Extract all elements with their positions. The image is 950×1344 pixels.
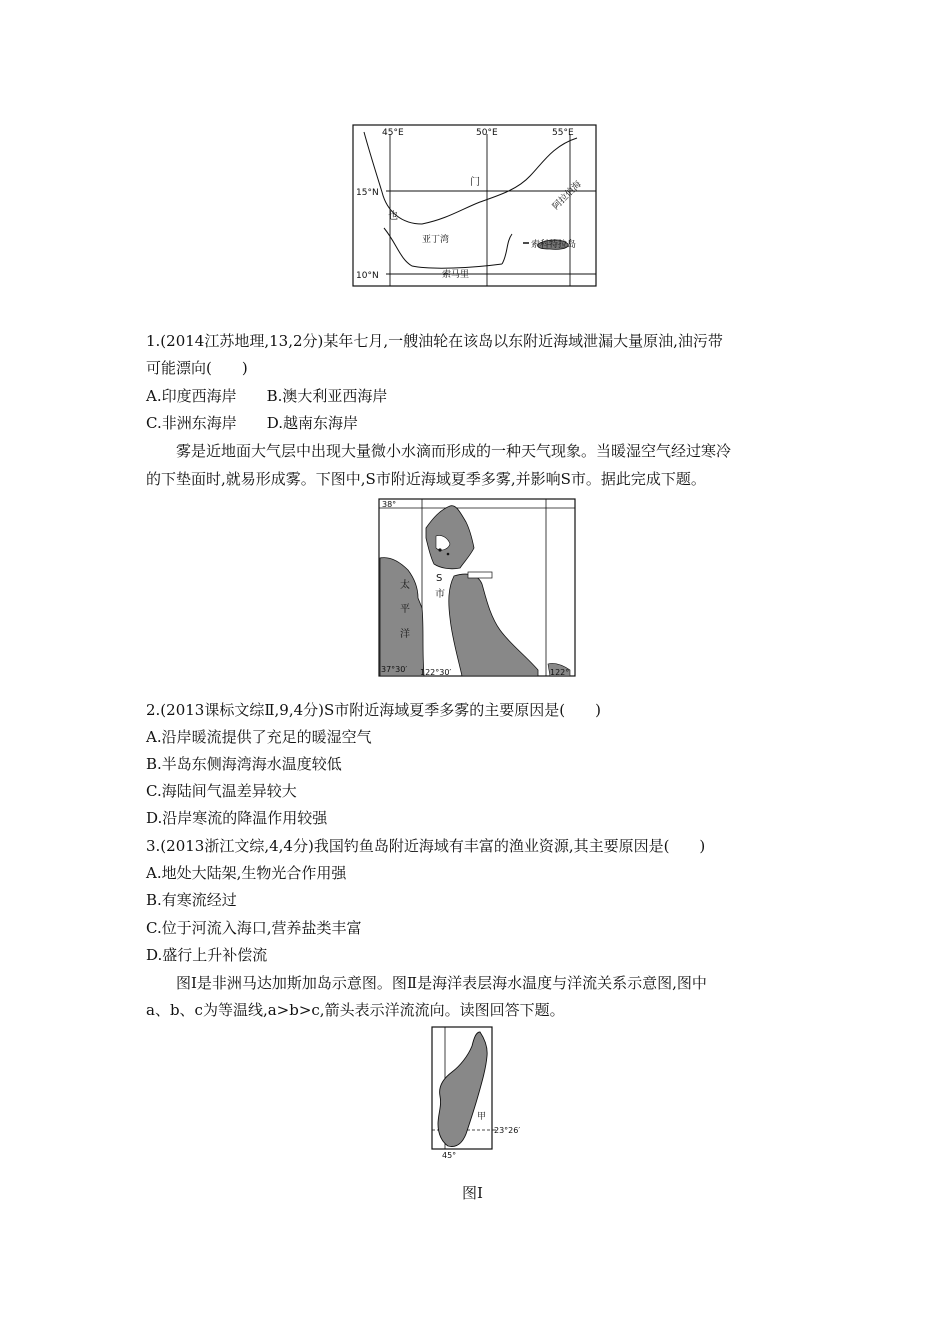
q1-stem-line2: 可能漂向( ) bbox=[146, 359, 248, 377]
q1-options-line2: C.非洲东海岸 D.越南东海岸 bbox=[146, 414, 358, 432]
map1-label-men: 门 bbox=[470, 177, 480, 188]
s-city-map bbox=[378, 498, 576, 678]
map1-lon-50: 50°E bbox=[476, 128, 498, 138]
passage1-line1: 雾是近地面大气层中出现大量微小水滴而形成的一种天气现象。当暖湿空气经过寒冷 bbox=[176, 442, 732, 460]
map2-lon-122: 122° bbox=[550, 668, 570, 677]
map1-label-ye: 也 bbox=[388, 211, 398, 222]
q2-option-b: B.半岛东侧海湾海水温度较低 bbox=[146, 755, 342, 773]
map3-lon-45: 45° bbox=[442, 1151, 457, 1160]
map2-lon-122-30: 122°30′ bbox=[420, 668, 452, 677]
passage2-line1: 图Ⅰ是非洲马达加斯加岛示意图。图Ⅱ是海洋表层海水温度与洋流关系示意图,图中 bbox=[176, 974, 707, 992]
passage2-line2: a、b、c为等温线,a>b>c,箭头表示洋流流向。读图回答下题。 bbox=[146, 1001, 565, 1019]
figure-caption: 图Ⅰ bbox=[462, 1184, 483, 1202]
q2-option-c: C.海陆间气温差异较大 bbox=[146, 782, 297, 800]
map3-label-jia: 甲 bbox=[477, 1112, 487, 1122]
q3-option-b: B.有寒流经过 bbox=[146, 891, 237, 909]
q3-option-a: A.地处大陆架,生物光合作用强 bbox=[146, 864, 347, 882]
map2-ocean-char-2: 平 bbox=[400, 604, 410, 615]
q1-options-line1: A.印度西海岸 B.澳大利亚西海岸 bbox=[146, 387, 388, 405]
map1-label-somalia: 索马里 bbox=[442, 270, 470, 280]
madagascar-map bbox=[424, 1026, 528, 1160]
map1-lon-45: 45°E bbox=[382, 128, 404, 138]
q3-option-d: D.盛行上升补偿流 bbox=[146, 946, 268, 964]
map1-label-gulf-of-aden: 亚丁湾 bbox=[422, 235, 450, 245]
map1-label-socotra: 索科特拉岛 bbox=[531, 240, 577, 250]
map2-ocean-char-3: 洋 bbox=[400, 629, 410, 640]
q3-option-c: C.位于河流入海口,营养盐类丰富 bbox=[146, 919, 362, 937]
q2-option-a: A.沿岸暖流提供了充足的暖湿空气 bbox=[146, 728, 372, 746]
map3-lat-tropic: 23°26′ bbox=[494, 1126, 521, 1135]
map2-lat-38: 38° bbox=[382, 500, 397, 509]
q2-option-d: D.沿岸寒流的降温作用较强 bbox=[146, 809, 328, 827]
map1-lat-10: 10°N bbox=[356, 271, 379, 281]
passage1-line2: 的下垫面时,就易形成雾。下图中,S市附近海域夏季多雾,并影响S市。据此完成下题。 bbox=[146, 470, 706, 488]
map2-ocean-char-1: 太 bbox=[400, 580, 410, 591]
map2-city-s: S bbox=[436, 573, 443, 584]
map1-lat-15: 15°N bbox=[356, 188, 379, 198]
q1-stem-line1: 1.(2014江苏地理,13,2分)某年七月,一艘油轮在该岛以东附近海域泄漏大量原油,油污带 bbox=[146, 332, 723, 350]
map2-lat-37-30: 37°30′ bbox=[381, 665, 408, 674]
map1-lon-55: 55°E bbox=[552, 128, 574, 138]
map2-city-shi: 市 bbox=[435, 589, 445, 600]
q2-stem: 2.(2013课标文综Ⅱ,9,4分)S市附近海域夏季多雾的主要原因是( ) bbox=[146, 701, 601, 719]
gulf-of-aden-map bbox=[352, 124, 597, 287]
map1-label-arabian-sea: 阿拉伯海 bbox=[551, 179, 584, 213]
q3-stem: 3.(2013浙江文综,4,4分)我国钓鱼岛附近海域有丰富的渔业资源,其主要原因是( ) bbox=[146, 837, 706, 855]
